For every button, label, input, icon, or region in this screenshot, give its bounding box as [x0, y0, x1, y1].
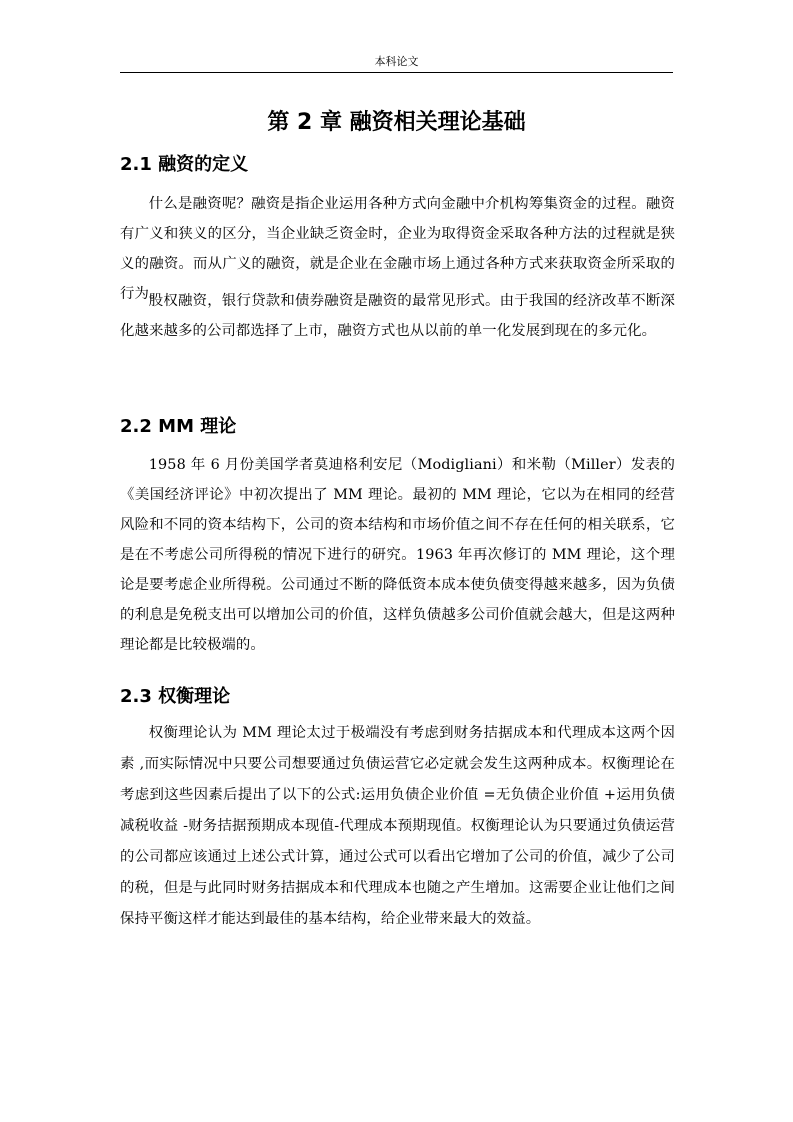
section-heading-mm-theory: 2.2 MM 理论	[120, 416, 237, 437]
paragraph: 1958 年 6 月份美国学者莫迪格利安尼（Modigliani）和米勒（Miller）发表的《美国经济评论》中初次提出了 MM 理论。最初的 MM 理论，它以为在相同的经营风险和不同的资本结构下，公司的资本结构和市场价值之间不存在任何的相关联系，它是在不考虑公司所得税的情况下进行的研究。1963 年再次修订的 MM 理论，这个理论是要考虑企业所得税。公司通过不断的降低资本成本使负债变得越来越多，因为负债的利息是免税支出可以增加公司的价值，这样负债越多公司价值就会越大，但是这两种理论都是比较极端的。	[120, 457, 675, 653]
page-header: 本科论文	[374, 55, 419, 68]
section-heading-tradeoff-theory: 2.3 权衡理论	[120, 686, 231, 707]
section-heading-definition: 2.1 融资的定义	[120, 154, 249, 175]
paragraph: 股权融资，银行贷款和债券融资是融资的最常见形式。由于我国的经济改革不断深化越来越多的公司都选择了上市，融资方式也从以前的单一化发展到现在的多元化。	[120, 293, 675, 339]
paragraph: 权衡理论认为 MM 理论太过于极端没有考虑到财务拮据成本和代理成本这两个因素 ,而实际情况中只要公司想要通过负债运营它必定就会发生这两种成本。权衡理论在考虑到这些因素后提出了以下的公式:运用负债企业价值 =无负债企业价值 +运用负债减税收益 -财务拮据预期成本现值-代理成本预期现值。权衡理论认为只要通过负债运营的公司都应该通过上述公式计算，通过公式可以看出它增加了公司的价值，减少了公司的税，但是与此同时财务拮据成本和代理成本也随之产生增加。这需要企业让他们之间保持平衡这样才能达到最佳的基本结构，给企业带来最大的效益。	[120, 725, 675, 927]
chapter-title: 第 2 章 融资相关理论基础	[267, 110, 526, 135]
paragraph: 什么是融资呢？融资是指企业运用各种方式向金融中介机构筹集资金的过程。融资有广义和狭义的区分，当企业缺乏资金时，企业为取得资金采取各种方法的过程就是狭义的融资。而从广义的融资，就是企业在金融市场上通过各种方式来获取资金所采取的行为。	[120, 196, 675, 302]
header-divider	[120, 72, 673, 73]
